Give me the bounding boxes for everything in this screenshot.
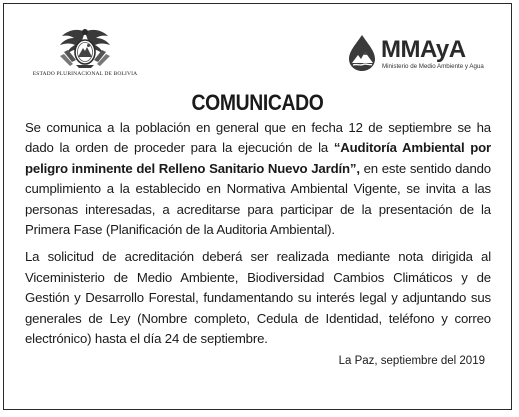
audit-title: “Auditoría Ambiental por peligro inminente del Relleno Sanitario Nuevo Jardín”, <box>25 140 491 176</box>
paragraph-announcement-intro: Se comunica a la población en general que en fecha 12 de septiembre se ha dado la orden de proceder para la ejecución de la <box>25 120 491 156</box>
ministry-subtitle: Ministerio de Medio Ambiente y Agua <box>382 63 484 70</box>
paragraph-announcement <box>25 118 491 240</box>
coat-of-arms-icon <box>54 26 116 70</box>
state-logo <box>26 26 144 77</box>
notice-body <box>25 118 491 356</box>
notice-header <box>4 4 511 88</box>
water-drop-mountain-icon <box>346 34 378 72</box>
paragraph-announcement-rest: en este sentido dando cumplimiento a la establecido en Normativa Ambiental Vigente, se invita a las personas interesadas, a acreditarse para participar de la presentación de la Primera Fase (Planificación de la Auditoria Ambiental). <box>25 160 491 238</box>
ministry-logo <box>346 34 501 78</box>
notice-frame <box>3 3 512 410</box>
notice-title: COMUNICADO <box>191 90 324 115</box>
ministry-brand: MMAyA <box>381 36 466 63</box>
place-and-date: La Paz, septiembre del 2019 <box>338 355 485 367</box>
state-name: ESTADO PLURINACIONAL DE BOLIVIA <box>32 71 138 77</box>
paragraph-accreditation: La solicitud de acreditación deberá ser realizada mediante nota dirigida al Viceministerio de Medio Ambiente, Biodiversidad Cambios Climáticos y de Gestión y Desarrollo Forestal, fundamentando su interés legal y adjuntando sus generales de Ley (Nombre completo, Cedula de Identidad, teléfono y correo electrónico) hasta el día 24 de septiembre. <box>25 249 491 347</box>
